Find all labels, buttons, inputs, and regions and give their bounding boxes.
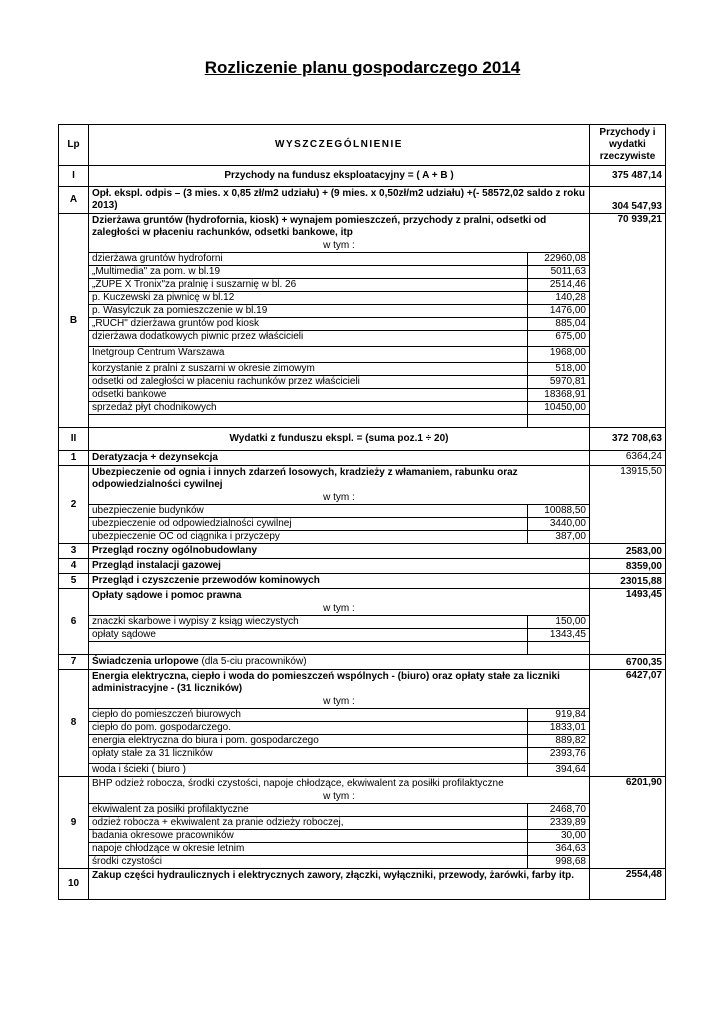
- item-value: 387,00: [528, 531, 590, 544]
- row-lp: 3: [59, 544, 89, 559]
- page-title: Rozliczenie planu gospodarczego 2014: [204, 58, 521, 77]
- table-header: [59, 125, 666, 166]
- list-item: [89, 279, 589, 292]
- list-item: [89, 505, 589, 518]
- table-row: [59, 589, 666, 655]
- list-item: [89, 331, 589, 347]
- table-row: [59, 466, 666, 544]
- row-amount: 8359,00: [590, 559, 666, 574]
- breakdown-list: [89, 615, 589, 654]
- list-item: [89, 764, 589, 777]
- item-label: odsetki od zaległości w płaceniu rachunków przez właścicieli: [89, 376, 528, 389]
- row-lp: 6: [59, 589, 89, 655]
- item-label: odsetki bankowe: [89, 389, 528, 402]
- budget-table: [58, 124, 666, 900]
- section-lp: II: [59, 428, 89, 451]
- row-amount: 2583,00: [590, 544, 666, 559]
- row-amount: 2554,48: [590, 869, 666, 900]
- item-label: dzierżawa gruntów hydroforni: [89, 253, 528, 266]
- item-label: „Multimedia" za pom. w bl.19: [89, 266, 528, 279]
- row-description: Przegląd instalacji gazowej: [89, 559, 590, 574]
- table-row: [59, 544, 666, 559]
- item-value: 919,84: [528, 709, 590, 722]
- item-value: 3440,00: [528, 518, 590, 531]
- row-amount: 6201,90: [590, 777, 666, 869]
- item-label: ubezpieczenie budynków: [89, 505, 528, 518]
- row-description: Deratyzacja + dezynsekcja: [89, 451, 590, 466]
- in-which-label: w tym :: [323, 603, 355, 614]
- row-amount: 70 939,21: [590, 214, 666, 428]
- item-value: 1343,45: [528, 629, 590, 642]
- in-which-label: w tym :: [323, 240, 355, 251]
- row-lp: B: [59, 214, 89, 428]
- item-label: znaczki skarbowe i wypisy z ksiąg wieczystych: [89, 616, 528, 629]
- item-value: 5011,63: [528, 266, 590, 279]
- row-description: Zakup części hydraulicznych i elektrycznych zawory, złączki, wyłączniki, przewody, żarówki, farby itp.: [89, 869, 590, 900]
- row-description: BHP odzież robocza, środki czystości, napoje chłodzące, ekwiwalent za posiłki profilaktyczne: [92, 778, 504, 789]
- item-label: ubezpieczenie od odpowiedzialności cywilnej: [89, 518, 528, 531]
- item-label: sprzedaż płyt chodnikowych: [89, 402, 528, 415]
- row-amount: 304 547,93: [590, 187, 666, 214]
- breakdown-list: [89, 504, 589, 543]
- list-item: [89, 709, 589, 722]
- row-amount: 6700,35: [590, 655, 666, 670]
- item-value: 2514,46: [528, 279, 590, 292]
- item-label: „RUCH" dzierżawa gruntów pod kiosk: [89, 318, 528, 331]
- table-row: [59, 670, 666, 777]
- breakdown-list: [89, 252, 589, 427]
- row-description: Ubezpieczenie od ognia i innych zdarzeń losowych, kradzieży z włamaniem, rabunku oraz odpowiedzialności cywilnej: [92, 467, 518, 490]
- list-item: [89, 830, 589, 843]
- item-value: 2393,76: [528, 748, 590, 764]
- list-item: [89, 292, 589, 305]
- row-amount: 6427,07: [590, 670, 666, 777]
- list-item: [89, 843, 589, 856]
- table-row: [59, 559, 666, 574]
- header-amount: Przychody i wydatki rzeczywiste: [590, 125, 666, 166]
- breakdown-list: [89, 803, 589, 868]
- item-value: 10450,00: [528, 402, 590, 415]
- table-row: [59, 187, 666, 214]
- item-label: odzież robocza + ekwiwalent za pranie odzieży roboczej,: [89, 817, 528, 830]
- table-row: [59, 214, 666, 428]
- item-value: 364,63: [528, 843, 590, 856]
- item-label: ekwiwalent za posiłki profilaktyczne: [89, 804, 528, 817]
- item-label: p. Kuczewski za piwnicę w bl.12: [89, 292, 528, 305]
- header-description: WYSZCZEGÓLNIENIE: [89, 125, 590, 166]
- row-description: Energia elektryczna, ciepło i woda do pomieszczeń wspólnych - (biuro) oraz opłaty stałe za liczniki administracyjne - (31 liczników): [92, 671, 560, 694]
- row-lp: 2: [59, 466, 89, 544]
- in-which-label: w tym :: [323, 492, 355, 503]
- item-value: 1968,00: [528, 347, 590, 363]
- item-label: środki czystości: [89, 856, 528, 869]
- item-label: opłaty sądowe: [89, 629, 528, 642]
- row-description: Opł. ekspl. odpis – (3 mies. x 0,85 zł/m2 udziału) + (9 mies. x 0,50zł/m2 udziału) +(- 58572,02 saldo z roku 2013): [89, 187, 590, 214]
- item-label: dzierżawa dodatkowych piwnic przez właścicieli: [89, 331, 528, 347]
- item-value: 998,68: [528, 856, 590, 869]
- row-description: Świadczenia urlopowe: [92, 656, 199, 667]
- row-amount: 13915,50: [590, 466, 666, 544]
- item-label: woda i ścieki ( biuro ): [89, 764, 528, 777]
- item-value: 2468,70: [528, 804, 590, 817]
- row-lp: 9: [59, 777, 89, 869]
- item-value: 22960,08: [528, 253, 590, 266]
- item-label: badania okresowe pracowników: [89, 830, 528, 843]
- item-value: 5970,81: [528, 376, 590, 389]
- row-description: Dzierżawa gruntów (hydrofornia, kiosk) + wynajem pomieszczeń, przychody z pralni, odsetki od zaległości w płaceniu rachunków, odsetki bankowe, itp: [92, 215, 547, 238]
- list-item: [89, 518, 589, 531]
- list-item: [89, 347, 589, 363]
- item-label: „ZUPE X Tronix"za pralnię i suszarnię w bl. 26: [89, 279, 528, 292]
- list-item: [89, 266, 589, 279]
- list-item: [89, 363, 589, 376]
- list-item: [89, 748, 589, 764]
- row-amount: 1493,45: [590, 589, 666, 655]
- item-value: 885,04: [528, 318, 590, 331]
- row-lp: 10: [59, 869, 89, 900]
- section-lp: I: [59, 166, 89, 187]
- section-income: [59, 166, 666, 187]
- table-row: [59, 869, 666, 900]
- item-label: korzystanie z pralni z suszarni w okresie zimowym: [89, 363, 528, 376]
- item-value: 30,00: [528, 830, 590, 843]
- list-item: [89, 735, 589, 748]
- in-which-label: w tym :: [323, 791, 355, 802]
- item-value: 394,64: [528, 764, 590, 777]
- table-row: [59, 655, 666, 670]
- item-value: 889,82: [528, 735, 590, 748]
- table-row: [59, 574, 666, 589]
- list-item: [89, 305, 589, 318]
- row-amount: 6364,24: [590, 451, 666, 466]
- section-expenses: [59, 428, 666, 451]
- item-label: napoje chłodzące w okresie letnim: [89, 843, 528, 856]
- item-label: ciepło do pomieszczeń biurowych: [89, 709, 528, 722]
- header-lp: Lp: [59, 125, 89, 166]
- item-label: energia elektryczna do biura i pom. gospodarczego: [89, 735, 528, 748]
- row-lp: A: [59, 187, 89, 214]
- item-value: 18368,91: [528, 389, 590, 402]
- row-lp: 5: [59, 574, 89, 589]
- list-item: [89, 856, 589, 869]
- section-amount: 375 487,14: [590, 166, 666, 187]
- list-item: [89, 402, 589, 415]
- item-value: 150,00: [528, 616, 590, 629]
- row-description: Przegląd i czyszczenie przewodów kominowych: [89, 574, 590, 589]
- table-row: [59, 451, 666, 466]
- section-amount: 372 708,63: [590, 428, 666, 451]
- item-label: ubezpieczenie OC od ciągnika i przyczepy: [89, 531, 528, 544]
- row-lp: 7: [59, 655, 89, 670]
- in-which-label: w tym :: [323, 696, 355, 707]
- item-value: 1476,00: [528, 305, 590, 318]
- section-label: Wydatki z funduszu ekspl. = (suma poz.1 ÷ 20): [89, 428, 590, 451]
- row-description: Opłaty sądowe i pomoc prawna: [92, 590, 242, 601]
- list-item: [89, 629, 589, 642]
- list-item: [89, 531, 589, 544]
- item-label: opłaty stałe za 31 liczników: [89, 748, 528, 764]
- item-value: 10088,50: [528, 505, 590, 518]
- item-value: 675,00: [528, 331, 590, 347]
- list-item: [89, 817, 589, 830]
- section-label: Przychody na fundusz eksploatacyjny = ( A + B ): [89, 166, 590, 187]
- item-value: 518,00: [528, 363, 590, 376]
- item-value: 1833,01: [528, 722, 590, 735]
- row-lp: 8: [59, 670, 89, 777]
- item-value: 140,28: [528, 292, 590, 305]
- item-value: 2339,89: [528, 817, 590, 830]
- list-item: [89, 376, 589, 389]
- item-label: ciepło do pom. gospodarczego.: [89, 722, 528, 735]
- table-row: [59, 777, 666, 869]
- row-lp: 4: [59, 559, 89, 574]
- row-description-detail: (dla 5-ciu pracowników): [198, 656, 307, 667]
- list-item: [89, 616, 589, 629]
- row-amount: 23015,88: [590, 574, 666, 589]
- list-item: [89, 253, 589, 266]
- row-lp: 1: [59, 451, 89, 466]
- row-description: Przegląd roczny ogólnobudowlany: [89, 544, 590, 559]
- list-item: [89, 389, 589, 402]
- item-label: Inetgroup Centrum Warszawa: [89, 347, 528, 363]
- item-label: p. Wasylczuk za pomieszczenie w bl.19: [89, 305, 528, 318]
- list-item: [89, 318, 589, 331]
- breakdown-list: [89, 708, 589, 776]
- list-item: [89, 804, 589, 817]
- list-item: [89, 722, 589, 735]
